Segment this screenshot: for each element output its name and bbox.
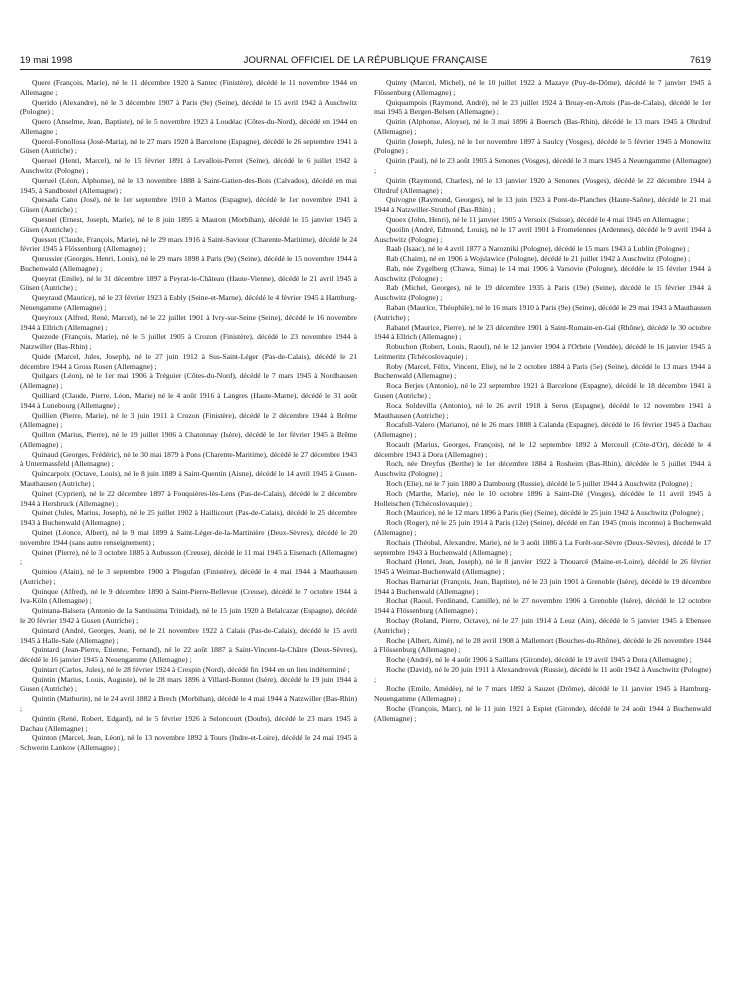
register-entry: Quinty (Marcel, Michel), né le 10 juillet 1922 à Mazaye (Puy-de-Dôme), décédé le 7 janvier 1945 à Flössenburg (Allemagne) ; bbox=[374, 78, 711, 97]
register-entry: Quinet (Cyprien), né le 22 décembre 1897 à Fouquières-lès-Lens (Pas-de-Calais), décédé le 2 décembre 1944 à Hersbruck (Allemagne) ; bbox=[20, 488, 357, 508]
register-entry: Queyrat (Emile), né le 31 décembre 1897 à Peyrat-le-Château (Haute-Vienne), décédé le 21 avril 1945 à Güsen (Autriche) ; bbox=[20, 273, 357, 293]
register-entry: Quiquampois (Raymond, André), né le 23 juillet 1924 à Bruay-en-Artois (Pas-de-Calais), décédé le 1er mai 1945 à Bergen-Belsen (Allemagne) ; bbox=[374, 97, 711, 117]
register-entry: Roch (Roger), né le 25 juin 1914 à Paris (12e) (Seine), décédé en l'an 1945 (mois inconnu) à Buchenwald (Allemagne) ; bbox=[374, 518, 711, 537]
register-entry: Quintard (Jean-Pierre, Etienne, Fernand), né le 22 août 1887 à Saint-Vincent-la-Châtre (Deux-Sèvres), décédé le 16 janvier 1945 à Neuengamme (Allemagne) ; bbox=[20, 645, 357, 665]
register-entry: Queruel (Henri, Marcel), né le 15 février 1891 à Levallois-Perret (Seine), décédé le 6 juillet 1942 à Auschwitz (Pologne) ; bbox=[20, 156, 357, 176]
register-entry: Quinaud (Georges, Frédéric), né le 30 mai 1879 à Pons (Charente-Maritime), décédé le 27 décembre 1943 à Untermassfeld (Allemagne) ; bbox=[20, 449, 357, 469]
register-entry: Quesada Cano (José), né le 1er septembre 1910 à Martos (Espagne), décédé le 1er novembre 1941 à Güsen (Autriche) ; bbox=[20, 195, 357, 215]
register-entry: Quero (Anselme, Jean, Baptiste), né le 5 novembre 1923 à Loudéac (Côtes-du-Nord), décédé en 1944 en Allemagne ; bbox=[20, 117, 357, 136]
register-entry: Quide (Marcel, Jules, Joseph), né le 27 juin 1912 à Sus-Saint-Léger (Pas-de-Calais), décédé le 21 décembre 1944 à Gross Rosen (Allemagne) ; bbox=[20, 351, 357, 371]
register-entry: Rocault (Marius, Georges, François), né le 12 septembre 1892 à Merceuil (Côte-d'Or), décédé le 4 décembre 1943 à Dora (Allemagne) ; bbox=[374, 439, 711, 459]
register-entry: Quesnel (Ernest, Joseph, Marie), né le 8 juin 1895 à Mauron (Morbihan), décédé le 15 janvier 1945 à Güsen (Autriche) ; bbox=[20, 214, 357, 234]
header-date: 19 mai 1998 bbox=[20, 55, 73, 66]
header-page-number: 7619 bbox=[689, 55, 711, 66]
register-entry: Queussier (Georges, Henri, Louis), né le 29 mars 1898 à Paris (9e) (Seine), décédé le 15 novembre 1944 à Buchenwald (Allemagne) ; bbox=[20, 254, 357, 273]
register-entry: Rabatel (Maurice, Pierre), né le 23 décembre 1901 à Saint-Romain-en-Gal (Rhône), décédé le 30 octobre 1944 à Ellrich (Allemagne) ; bbox=[374, 322, 711, 342]
header-title: JOURNAL OFFICIEL DE LA RÉPUBLIQUE FRANÇAISE bbox=[243, 55, 488, 66]
register-entry: Quessot (Claude, François, Marie), né le 29 mars 1916 à Saint-Saviour (Charente-Maritime), décédé le 24 février 1945 à Flössenburg (Allemagne) ; bbox=[20, 234, 357, 254]
register-entry: Queyraud (Maurice), né le 23 février 1923 à Esbly (Seine-et-Marne), décédé le 4 février 1945 à Hamburg-Neuengamme (Allemagne) ; bbox=[20, 293, 357, 312]
register-entry: Quiniou (Alain), né le 3 septembre 1900 à Plugufan (Finistère), décédé le 4 mai 1944 à Mauthausen (Autriche) ; bbox=[20, 567, 357, 586]
register-entry: Quirin (Paul), né le 23 août 1905 à Senones (Vosges), décédé le 3 mars 1945 à Neuengamme (Allemagne) ; bbox=[374, 156, 711, 176]
register-entry: Quinet (Léonce, Albert), né le 9 mai 1899 à Saint-Léger-de-la-Martinière (Deux-Sèvres), décédé le 20 novembre 1944 (sans autre renseignement) ; bbox=[20, 527, 357, 547]
register-entry: Quintard (André, Georges, Jean), né le 21 novembre 1922 à Calais (Pas-de-Calais), décédé le 15 avril 1945 à Halle-Sale (Allemagne) ; bbox=[20, 625, 357, 645]
register-entry: Rochay (Roland, Pierre, Octave), né le 27 juin 1914 à Leuz (Ain), décédé le 5 janvier 1945 à Ebensee (Autriche) ; bbox=[374, 615, 711, 635]
register-entry: Roche (David), né le 20 juin 1911 à Alexandrovsk (Russie), décédé le 11 août 1942 à Auschwitz (Pologne) ; bbox=[374, 664, 711, 684]
register-entry: Quintin (René, Robert, Edgard), né le 5 février 1926 à Seloncourt (Doubs), décédé le 23 mars 1945 à Dachau (Allemagne) ; bbox=[20, 713, 357, 733]
register-entry: Quirin (Alphonse, Aloyse), né le 3 mai 1896 à Boersch (Bas-Rhin), décédé le 13 mars 1945 à Ohrdruf (Allemagne) ; bbox=[374, 117, 711, 136]
register-entry: Querido (Alexandre), né le 3 décembre 1907 à Paris (9e) (Seine), décédé le 15 avril 1942 à Auschwitz (Pologne) ; bbox=[20, 97, 357, 117]
register-entry: Rocafull-Valero (Mariano), né le 26 mars 1888 à Calanda (Espagne), décédé le 16 février 1945 à Dachau (Allemagne) ; bbox=[374, 420, 711, 440]
register-entry: Quintana-Balsera (Antonio de la Santissima Trinidad), né le 15 juin 1920 à Belalcazar (Espagne), décédé le 20 février 1942 à Gusen (Autriche) ; bbox=[20, 606, 357, 625]
register-entry: Quoilin (André, Edmond, Louis), né le 17 avril 1901 à Fromelennes (Ardennes), décédé le 9 avril 1944 à Auschwitz (Pologne) ; bbox=[374, 224, 711, 244]
register-entry: Roche (Albert, Aimé), né le 28 avril 1908 à Mallemort (Bouches-du-Rhône), décédé le 26 novembre 1944 à Flössenburg (Allemagne) ; bbox=[374, 635, 711, 655]
left-column bbox=[20, 78, 357, 753]
register-entry: Roca Berjes (Antonio), né le 23 septembre 1921 à Barcelone (Espagne), décédé le 18 décembre 1941 à Gusen (Autriche) ; bbox=[374, 381, 711, 400]
register-entry: Roch (Marthe, Marie), née le 10 octobre 1896 à Saint-Dié (Vosges), décédée le 11 avril 1945 à Holleischen (Tchécoslovaquie) ; bbox=[374, 488, 711, 508]
register-entry: Quincarpoix (Octave, Louis), né le 8 juin 1889 à Saint-Quentin (Aisne), décédé le 14 avril 1945 à Gusen-Mauthausen (Autriche) ; bbox=[20, 469, 357, 489]
register-entry: Raab (Isaac), né le 4 avril 1877 à Narozniki (Pologne), décédé le 15 mars 1943 à Lublin (Pologne) ; bbox=[386, 244, 690, 254]
register-entry: Quirin (Raymond, Charles), né le 13 janvier 1920 à Senones (Vosges), décédé le 22 décembre 1944 à Ohrdruf (Allemagne) ; bbox=[374, 175, 711, 195]
register-entry: Rochard (Henri, Jean, Joseph), né le 8 janvier 1922 à Thouarcé (Maine-et-Loire), décédé le 26 février 1945 à Weimar-Buchenwald (Allemagne) ; bbox=[374, 557, 711, 577]
register-entry: Quinet (Pierre), né le 3 octobre 1885 à Aubusson (Creuse), décédé le 11 mai 1945 à Eisenach (Allemagne) ; bbox=[20, 547, 357, 567]
register-entry: Roch (Maurice), né le 12 mars 1896 à Paris (6e) (Seine), décédé le 25 juin 1942 à Auschwitz (Pologne) ; bbox=[386, 508, 704, 518]
register-entry: Quillon (Marius, Pierre), né le 19 juillet 1906 à Chatonnay (Isère), décédé le 1er février 1945 à Brême (Allemagne) ; bbox=[20, 430, 357, 449]
register-entry: Rochais (Théobal, Alexandre, Marie), né le 3 août 1886 à La Forêt-sur-Sèvre (Deux-Sèvres), décédé le 17 septembre 1943 à Buchenwald (Allemagne) ; bbox=[374, 537, 711, 557]
register-entry: Raban (Maurice, Théophile), né le 16 mars 1910 à Paris (9e) (Seine), décédé le 29 mai 1943 à Mauthausen (Autriche) ; bbox=[374, 302, 711, 322]
register-entry: Quirin (Joseph, Jules), né le 1er novembre 1897 à Saulcy (Vosges), décédé le 5 février 1945 à Monowitz (Pologne) ; bbox=[374, 136, 711, 156]
register-entry: Quintin (Marius, Louis, Auguste), né le 28 mars 1896 à Villard-Bonnot (Isère), décédé le 19 juin 1944 à Gusen (Autriche) ; bbox=[20, 674, 357, 694]
register-entry: Quivogne (Raymond, Georges), né le 13 juin 1923 à Pont-de-Planches (Haute-Saône), décédé le 21 mai 1944 à Natzwiller-Struthof (Bas-Rhin) ; bbox=[374, 195, 711, 215]
register-entry: Roca Soldevilla (Antonio), né le 26 avril 1918 à Seros (Espagne), décédé le 12 novembre 1941 à Mauthausen (Autriche) ; bbox=[374, 400, 711, 420]
register-entry: Quintin (Mathurin), né le 24 avril 1882 à Brech (Morbihan), décédé le 4 mai 1944 à Natzwiller (Bas-Rhin) ; bbox=[20, 694, 357, 713]
register-entry: Rochat (Raoul, Ferdinand, Camille), né le 27 novembre 1906 à Grenoble (Isère), décédé le 12 octobre 1944 à Flössenburg (Allemagne) ; bbox=[374, 596, 711, 616]
register-entry: Rochas Barnariat (François, Jean, Baptiste), né le 23 juin 1901 à Grenoble (Isère), décédé le 19 décembre 1944 à Buchenwald (Allemagne) ; bbox=[374, 576, 711, 596]
register-entry: Robuchon (Robert, Louis, Raoul), né le 12 janvier 1904 à l'Orbrie (Vendée), décédé le 16 janvier 1945 à Leitmeritz (Tchécoslovaquie) ; bbox=[374, 342, 711, 361]
register-entry: Roche (Emile, Amédée), né le 7 mars 1892 à Sauzet (Drôme), décédé le 11 janvier 1945 à Hamburg-Neuengamme (Allemagne) ; bbox=[374, 684, 711, 704]
register-entry: Quinton (Marcel, Jean, Léon), né le 13 novembre 1892 à Tours (Indre-et-Loire), décédé le 24 mai 1945 à Schwerin Lankow (Allemagne) ; bbox=[20, 733, 357, 753]
page-header bbox=[20, 54, 711, 68]
register-entry: Roby (Marcel, Félix, Vincent, Elie), né le 2 octobre 1884 à Paris (5e) (Seine), décédé le 13 mars 1944 à Buchenwald (Allemagne) ; bbox=[374, 361, 711, 381]
register-entry: Queruel (Léon, Alphonse), né le 13 novembre 1888 à Saint-Gatien-des-Bois (Calvados), décédé en mai 1945, à Sandbostel (Allemagne) ; bbox=[20, 175, 357, 195]
register-entry: Quere (François, Marie), né le 11 décembre 1920 à Santec (Finistère), décédé le 11 novembre 1944 en Allemagne ; bbox=[20, 78, 357, 97]
register-entry: Quintart (Carlos, Jules), né le 28 février 1924 à Crespin (Nord), décédé fin 1944 en un lieu indéterminé ; bbox=[32, 664, 350, 674]
register-entry: Quillien (Pierre, Marie), né le 3 juin 1911 à Crozon (Finistère), décédé le 2 décembre 1944 à Brême (Allemagne) ; bbox=[20, 410, 357, 430]
register-entry: Roche (François, Marc), né le 11 juin 1921 à Espiet (Gironde), décédé le 24 août 1944 à Buchenwald (Allemagne) ; bbox=[374, 704, 711, 723]
register-entry: Quezede (François, Marie), né le 5 juillet 1905 à Crozon (Finistère), décédé le 23 novembre 1944 à Natzwiller (Bas-Rhin) ; bbox=[20, 332, 357, 352]
register-entry: Rab (Chaim), né en 1906 à Wojslawice (Pologne), décédé le 21 juillet 1942 à Auschwitz (Pologne) ; bbox=[386, 254, 691, 264]
register-entry: Quinet (Jules, Marius, Joseph), né le 25 juillet 1902 à Haillicourt (Pas-de-Calais), décédé le 25 décembre 1943 à Buchenwald (Allemagne) ; bbox=[20, 508, 357, 528]
register-entry: Roche (André), né le 4 août 1906 à Saillans (Gironde), décédé le 19 avril 1945 à Dora (Allemagne) ; bbox=[386, 655, 692, 665]
register-entry: Rab (Michel, Georges), né le 19 décembre 1935 à Paris (19e) (Seine), décédé le 15 février 1944 à Auschwitz (Pologne) ; bbox=[374, 283, 711, 303]
right-column bbox=[374, 78, 711, 724]
register-entry: Rab, née Zygelberg (Chawa, Sima) le 14 mai 1906 à Varsovie (Pologne), décédée le 15 février 1944 à Auschwitz (Pologne) ; bbox=[374, 263, 711, 283]
register-entry: Querol-Fonollosa (José-Maria), né le 27 mars 1920 à Barcelone (Espagne), décédé le 26 septembre 1941 à Güsen (Autriche) ; bbox=[20, 136, 357, 156]
register-entry: Quilgars (Léon), né le 1er mai 1906 à Tréguier (Côtes-du-Nord), décédé le 7 mars 1945 à Nordhausen (Allemagne) ; bbox=[20, 371, 357, 391]
register-entry: Quilliard (Claude, Pierre, Léon, Marie) né le 4 août 1916 à Langres (Haute-Marne), décédé le 31 août 1944 à Lunebourg (Allemagne) ; bbox=[20, 391, 357, 410]
register-entry: Roch (Elie), né le 7 juin 1880 à Dambourg (Russie), décédé le 5 juillet 1944 à Auschwitz (Pologne) ; bbox=[386, 479, 693, 489]
register-entry: Roch, née Dreyfus (Berthe) le 1er décembre 1884 à Rosheim (Bas-Rhin), décédée le 5 juillet 1944 à Auschwitz (Pologne) ; bbox=[374, 459, 711, 479]
register-entry: Quoex (John, Henri), né le 11 janvier 1905 à Versoix (Suisse), décédé le 4 mai 1945 en Allemagne ; bbox=[386, 214, 690, 224]
header-rule bbox=[20, 69, 711, 70]
register-entry: Queyroux (Alfred, René, Marcel), né le 22 juillet 1901 à Ivry-sur-Seine (Seine), décédé le 16 novembre 1944 à Ellrich (Allemagne) ; bbox=[20, 312, 357, 332]
register-entry: Quinque (Alfred), né le 9 décembre 1890 à Saint-Pierre-Bellevue (Creuse), décédé le 7 octobre 1944 à Iva-Köln (Allemagne) ; bbox=[20, 586, 357, 606]
